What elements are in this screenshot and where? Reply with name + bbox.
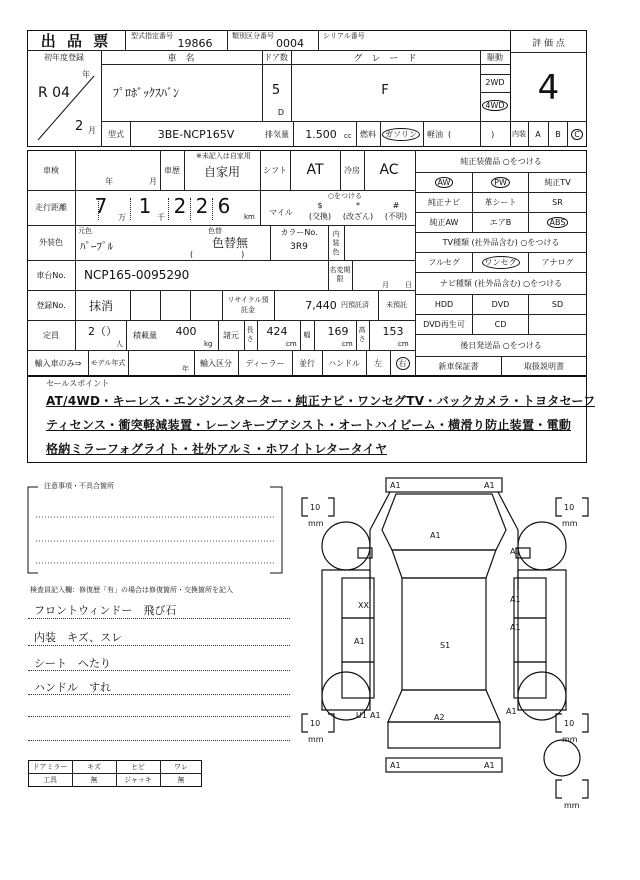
color-no-value: 3R9 (290, 242, 308, 252)
name-change-day: 日 (405, 280, 412, 289)
usage-value: 自家用 (203, 164, 240, 179)
usage-label: 車歴 (164, 165, 180, 175)
displacement-label: 排気量 (265, 129, 289, 139)
sales-point-line-2: ティセンス・衝突軽減装置・レーンキープアシスト・オートハイビーム・横滑り防止装置・電動 (46, 417, 572, 432)
table-header-break: ワレ (174, 763, 188, 771)
tire-front-right-unit: mm (562, 519, 578, 528)
interior-color-label: 内装色 (332, 229, 340, 256)
shipping-manual: 取扱説明書 (524, 361, 564, 371)
inspection-label: 車検 (43, 165, 59, 175)
door-suffix: D (277, 107, 285, 117)
color-label: 外装色 (39, 238, 63, 247)
interior-c (568, 122, 586, 146)
diesel-paren: ( ) (448, 129, 495, 139)
category-value: 0004 (276, 36, 304, 50)
load-unit: kg (204, 339, 213, 348)
option-pw (473, 173, 528, 192)
table-header-crack: ヒビ (131, 763, 145, 771)
orig-color-label: 元色 (78, 227, 92, 235)
meter-tamper: (改ざん) (342, 212, 374, 221)
displacement-unit: cc (344, 132, 352, 140)
mark-hood: A1 (430, 531, 441, 540)
drive-label: 駆動 (487, 52, 503, 62)
reg-no-value: 抹消 (88, 298, 113, 313)
fuel-label: 燃料 (360, 129, 376, 139)
width-value: 169 (327, 324, 349, 338)
ac-value: AC (379, 162, 399, 178)
first-reg-year: R 04 (38, 85, 70, 101)
table-cell-jack-none: 無 (177, 776, 185, 784)
recycle-unit: 円預託済 (341, 301, 369, 309)
color-name-label: 色替 (208, 227, 222, 235)
meter-unknown: (不明) (384, 212, 408, 221)
option-pw-circle: PW (491, 177, 510, 188)
drive-4wd-circle: 4WD (482, 100, 507, 111)
mark-right-front-door: A1 (510, 595, 521, 604)
navi-header: ナビ種類 (社外品含む) ○をつける (439, 278, 563, 288)
recycle-label: リサイクル預託金 (227, 296, 269, 314)
designation-label: 型式指定番号 (131, 31, 173, 40)
load-value: 400 (175, 324, 197, 338)
note-line-3: シート へたり (34, 657, 111, 670)
tv-oneseg-circle: ワンセグ (482, 256, 520, 269)
handle-right-circle: 右 (396, 357, 410, 370)
sales-points-label: セールスポイント (46, 379, 110, 388)
navi-dvd-playback: DVD再生可 (423, 320, 465, 329)
width-unit: cm (342, 339, 353, 348)
option-genuine-aw: 純正AW (429, 218, 459, 227)
model-value: 3BE-NCP165V (157, 127, 235, 141)
mark-right-quarter: A1 (506, 707, 517, 716)
category-label: 類別区分番号 (232, 31, 274, 40)
option-aw-circle: AW (435, 177, 454, 188)
name-change-month: 月 (382, 280, 389, 289)
car-name-value: ﾌﾟﾛﾎﾞｯｸｽﾊﾞﾝ (113, 85, 180, 100)
ac-label: 冷房 (344, 165, 360, 175)
reg-no-label: 登録No. (36, 300, 66, 310)
sales-point-line-1: AT/4WD・キーレス・エンジンスターター・純正ナビ・ワンセグTV・バックカメラ・トヨタセーフ (46, 393, 596, 408)
meter-tamper-top: * (356, 200, 360, 210)
dealer-option: ディーラー (245, 358, 285, 368)
table-header-mirror: ドアミラー (32, 763, 68, 771)
mileage-digit-1: 7 (94, 194, 108, 218)
model-year-unit: 年 (182, 364, 189, 373)
mark-front-bumper-left: A1 (390, 481, 401, 490)
grade-score: 4 (537, 68, 560, 108)
door-label: ドア数 (264, 52, 288, 62)
grade-value: F (381, 82, 389, 98)
grade-score-label: 評 価 点 (532, 38, 565, 49)
interior-c-circle: C (571, 129, 583, 140)
car-name-label: 車 名 (167, 53, 195, 63)
chassis-label: 車台No. (36, 270, 66, 280)
meter-unknown-top: # (392, 200, 400, 210)
notes-label: 注意事項・不具合箇所 (44, 482, 114, 490)
form-title: 出 品 票 (40, 31, 112, 49)
option-genuine-navi: 純正ナビ (428, 198, 460, 207)
mark-front-bumper-right: A1 (484, 481, 495, 490)
fuel-value (381, 122, 421, 146)
notes-bracket (24, 483, 286, 578)
serial-label: シリアル番号 (323, 31, 365, 40)
diesel-label: 軽油 (427, 129, 443, 139)
mark-rear-bumper-right: A1 (484, 761, 495, 770)
mark-rear-gate: A2 (434, 713, 445, 722)
drive-4wd (482, 96, 508, 114)
inspector-label: 検査員記入欄：修復歴「有」の場合は修復箇所・交換箇所を記入 (30, 585, 233, 594)
mark-rear-left-a1: A1 (370, 711, 381, 720)
navi-cd: CD (494, 320, 507, 329)
first-reg-month: 2 (75, 118, 84, 134)
capacity-unit: 人 (116, 339, 123, 348)
tv-oneseg (473, 253, 528, 272)
width-label: 幅 (303, 331, 311, 339)
tire-front-left-unit: mm (308, 519, 324, 528)
displacement-value: 1.500 (305, 127, 337, 141)
mileage-digit-5: 6 (217, 194, 231, 218)
meter-header: ○をつける (327, 192, 363, 200)
capacity-value: 2（） (88, 325, 117, 338)
option-abs-circle: ABS (547, 217, 569, 228)
table-header-scratch: キズ (87, 763, 101, 771)
import-type-label: 輸入区分 (200, 358, 232, 368)
usage-note: ※未記入は自家用 (196, 152, 251, 160)
model-year-label: モデル年式 (90, 359, 126, 367)
note-line-2: 内装 キズ、スレ (34, 631, 123, 644)
tire-front-right-value: 10 (564, 503, 575, 512)
mark-left-rear-door: A1 (354, 637, 365, 646)
drive-2wd: 2WD (485, 77, 505, 87)
navi-hdd: HDD (434, 300, 454, 309)
name-change-label: 名変期限 (329, 266, 351, 283)
mark-right-fender: A1 (510, 547, 521, 556)
mileage-unit: km (244, 213, 255, 221)
meter-swap-top: $ (317, 200, 323, 210)
tire-rear-left-value: 10 (310, 719, 321, 728)
table-cell-tools: 工具 (43, 776, 57, 784)
shift-value: AT (306, 162, 324, 178)
recycle-unpaid: 未預託 (386, 301, 407, 309)
first-reg-year-unit: 年 (82, 69, 90, 79)
tire-rear-right-unit: mm (562, 735, 578, 744)
option-airbag: エアB (489, 218, 512, 227)
tire-rear-right-value: 10 (564, 719, 575, 728)
mark-right-rear-door: A1 (510, 623, 521, 632)
grade-label: グ レ ー ド (353, 53, 417, 63)
height-label: 高さ (358, 326, 366, 343)
inspection-month-unit: 月 (149, 176, 157, 186)
car-diagram (300, 470, 600, 810)
interior-b: B (555, 129, 561, 139)
shipping-header: 後日発送品 ○をつける (460, 340, 542, 350)
capacity-label: 定員 (43, 330, 59, 340)
height-value: 153 (382, 324, 404, 338)
length-unit: cm (286, 339, 297, 348)
mark-roof: S1 (440, 641, 451, 650)
option-abs (529, 213, 586, 232)
option-leather-seat: 革シート (484, 198, 517, 207)
model-label: 型式 (108, 129, 124, 139)
meter-swap: (交換) (308, 212, 332, 221)
inspection-year-unit: 年 (105, 176, 113, 186)
tv-fullseg: フルセグ (428, 258, 460, 267)
first-reg-month-unit: 月 (88, 125, 96, 135)
tv-analog: アナログ (541, 258, 574, 267)
length-label: 長さ (246, 326, 254, 343)
option-sunroof: SR (552, 198, 563, 207)
handle-label: ハンドル (328, 358, 360, 368)
mark-left-front-door: XX (358, 601, 369, 610)
mark-rear-bumper-left: A1 (390, 761, 401, 770)
table-cell-jack: ジャッキ (124, 776, 152, 784)
genuine-header: 純正装備品 ○をつける (460, 156, 542, 166)
designation-value: 19866 (177, 36, 213, 50)
orig-color-value: ﾊﾟｰﾌﾟﾙ (80, 240, 113, 253)
mileage-sen: 千 (157, 212, 165, 222)
mileage-man: 万 (118, 212, 126, 222)
length-value: 424 (266, 324, 288, 338)
interior-a: A (535, 129, 541, 139)
import-label: 輸入車のみ⇒ (34, 358, 82, 368)
height-unit: cm (398, 339, 409, 348)
note-line-1: フロントウィンドー 飛び石 (34, 604, 177, 617)
handle-right (391, 351, 414, 375)
fuel-gasoline-circle: ガソリン (382, 128, 420, 141)
tire-front-left-value: 10 (310, 503, 321, 512)
first-reg-label: 初年度登録 (44, 52, 84, 62)
option-genuine-tv: 純正TV (544, 178, 571, 187)
shipping-warranty: 新車保証書 (438, 361, 479, 371)
mileage-digit-3: 2 (173, 194, 187, 218)
note-line-4: ハンドル すれ (34, 681, 111, 694)
size-label: 諸元 (223, 330, 239, 340)
handle-left: 左 (374, 358, 382, 368)
sales-point-line-3: 格納ミラーフォグライト・社外アルミ・ホワイトレタータイヤ (46, 441, 388, 456)
shift-label: シフト (263, 165, 287, 175)
mileage-digit-2: 1 (138, 194, 152, 218)
recolor-value: 色替無 (211, 235, 248, 250)
load-label: 積載量 (133, 330, 157, 340)
recycle-value: 7,440 (305, 298, 337, 312)
tv-header: TV種類 (社外品含む) ○をつける (442, 238, 560, 247)
parallel-option: 並行 (299, 358, 315, 368)
meter-mile: マイル (269, 207, 293, 217)
recolor-paren: ( ) (190, 249, 245, 259)
mileage-label: 走行距離 (35, 203, 67, 212)
chassis-value: NCP165-0095290 (84, 268, 190, 282)
navi-sd: SD (551, 300, 564, 309)
door-value: 5 (271, 82, 281, 98)
color-no-label: カラーNo. (280, 227, 318, 237)
table-cell-tools-none: 無 (90, 776, 98, 784)
tire-rear-left-unit: mm (308, 735, 324, 744)
interior-label: 内装 (512, 130, 526, 138)
mileage-digit-4: 2 (195, 194, 209, 218)
tire-spare-unit: mm (564, 801, 580, 810)
option-aw (416, 173, 472, 192)
navi-dvd: DVD (491, 300, 510, 309)
mark-rear-left-u1: U1 (356, 711, 367, 720)
